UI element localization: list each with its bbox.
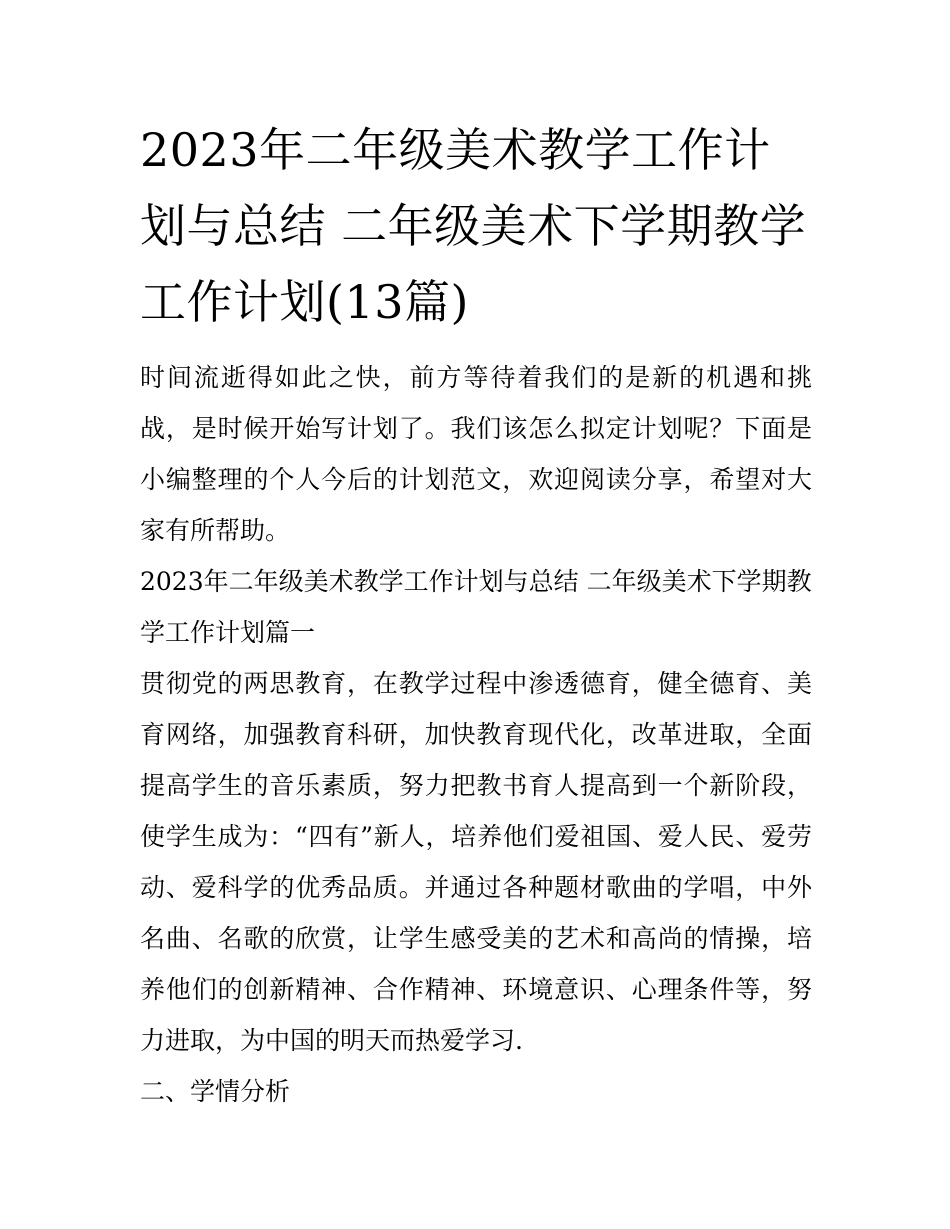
document-page [140,112,812,1117]
intro-paragraph: 时间流逝得如此之快，前方等待着我们的是新的机遇和挑战，是时候开始写计划了。我们该怎么拟定计划呢？下面是小编整理的个人今后的计划范文，欢迎阅读分享，希望对大家有所帮助。 [140,363,812,545]
body-paragraph: 贯彻党的两思教育，在教学过程中渗透德育，健全德育、美育网络，加强教育科研，加快教育现代化，改革进取，全面提高学生的音乐素质，努力把教书育人提高到一个新阶段，使学生成为：“四有”新人，培养他们爱祖国、爱人民、爱劳动、爱科学的优秀品质。并通过各种题材歌曲的学唱，中外名曲、名歌的欣赏，让学生感受美的艺术和高尚的情操，培养他们的创新精神、合作精神、环境意识、心理条件等，努力进取，为中国的明天而热爱学习. [140,669,812,1055]
subheading-situation-analysis: 二、学情分析 [140,1077,291,1106]
section-title: 2023年二年级美术教学工作计划与总结 二年级美术下学期教学工作计划篇一 [140,567,812,647]
document-title: 2023年二年级美术教学工作计划与总结 二年级美术下学期教学工作计划(13篇) [140,123,807,329]
